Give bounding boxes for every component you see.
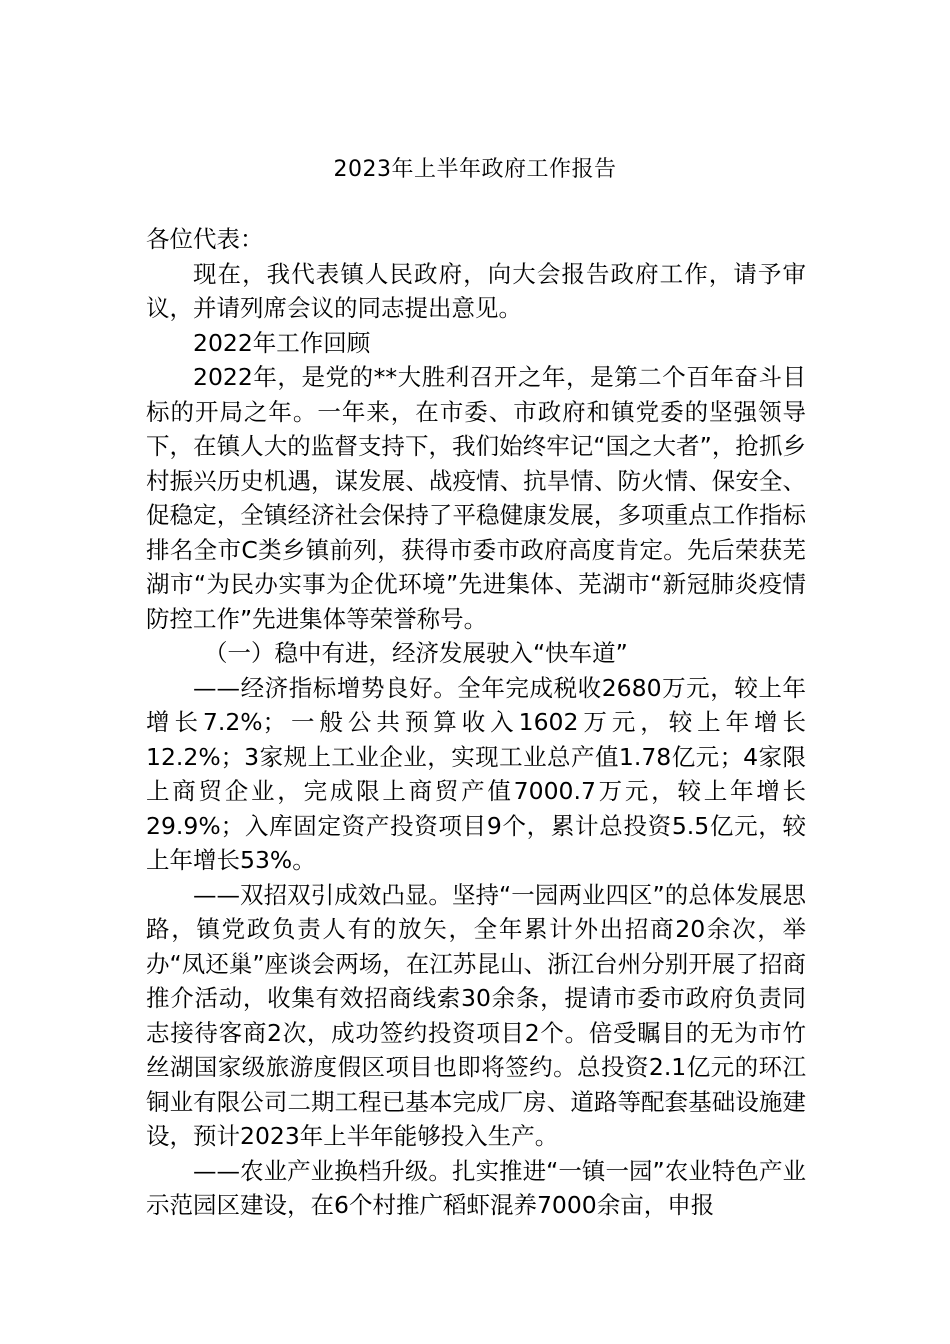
agriculture-paragraph: ——农业产业换档升级。扎实推进“一镇一园”农业特色产业示范园区建设，在6个村推广稻虾混养7000余亩，申报 (146, 1156, 806, 1219)
intro-paragraph: 现在，我代表镇人民政府，向大会报告政府工作，请予审议，并请列席会议的同志提出意见。 (146, 259, 806, 322)
document-title: 2023年上半年政府工作报告 (333, 157, 617, 182)
review-heading: 2022年工作回顾 (193, 328, 371, 357)
economy-paragraph: ——经济指标增势良好。全年完成税收2680万元，较上年增长7.2%；一般公共预算收入1602万元，较上年增长12.2%；3家规上工业企业，实现工业总产值1.78亿元；4家限上商贸企业，完成限上商贸产值7000.7万元，较上年增长29.9%；入库固定资产投资项目9个，累计总投资5.5亿元，较上年增长53%。 (146, 673, 806, 874)
review-paragraph: 2022年，是党的**大胜利召开之年，是第二个百年奋斗目标的开局之年。一年来，在市委、市政府和镇党委的坚强领导下，在镇人大的监督支持下，我们始终牢记“国之大者”，抢抓乡村振兴历史机遇，谋发展、战疫情、抗旱情、防火情、保安全、促稳定，全镇经济社会保持了平稳健康发展，多项重点工作指标排名全市C类乡镇前列，获得市委市政府高度肯定。先后荣获芜湖市“为民办实事为企优环境”先进集体、芜湖市“新冠肺炎疫情防控工作”先进集体等荣誉称号。 (146, 363, 806, 633)
section-heading-1: （一）稳中有进，经济发展驶入“快车道” (204, 639, 628, 667)
salutation: 各位代表： (146, 225, 264, 253)
investment-paragraph: ——双招双引成效凸显。坚持“一园两业四区”的总体发展思路，镇党政负责人有的放矢，全年累计外出招商20余次，举办“凤还巢”座谈会两场，在江苏昆山、浙江台州分别开展了招商推介活动，收集有效招商线索30余条，提请市委市政府负责同志接待客商2次，成功签约投资项目2个。倍受瞩目的无为市竹丝湖国家级旅游度假区项目也即将签约。总投资2.1亿元的环江铜业有限公司二期工程已基本完成厂房、道路等配套基础设施建设，预计2023年上半年能够投入生产。 (146, 880, 806, 1150)
document-body (146, 222, 806, 1223)
